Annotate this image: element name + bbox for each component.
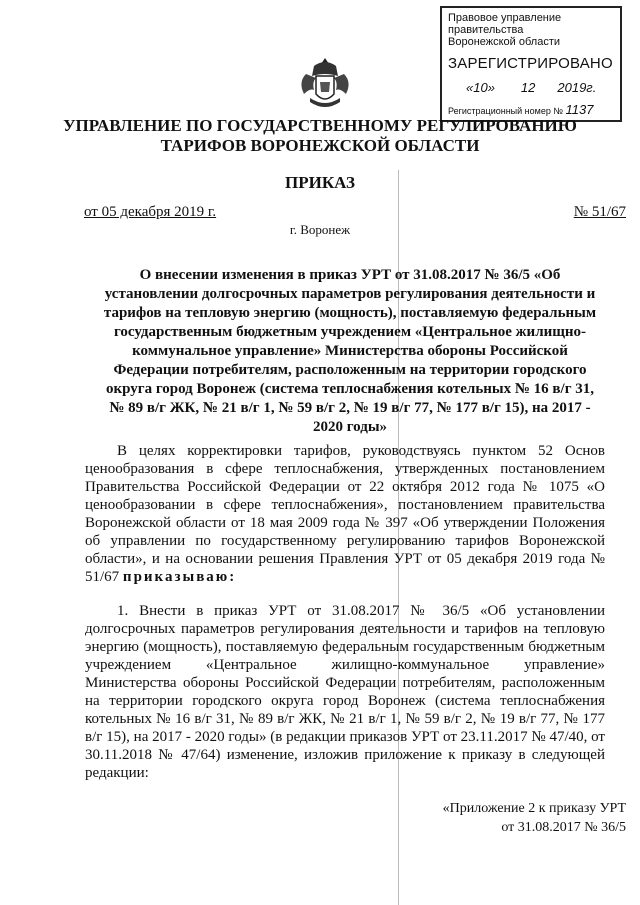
- order-command: приказываю:: [122, 569, 237, 585]
- stamp-org-line2: Воронежской области: [448, 36, 561, 48]
- coat-of-arms-icon: [296, 54, 354, 112]
- stamp-org-line1: Правовое управление правительства: [448, 12, 562, 36]
- stamp-date-year: 2019г.: [557, 80, 597, 95]
- stamp-status: ЗАРЕГИСТРИРОВАНО: [448, 55, 613, 72]
- document-number: № 51/67: [573, 204, 626, 220]
- document-type: ПРИКАЗ: [285, 173, 355, 192]
- stamp-date-month: 12: [520, 80, 536, 95]
- document-title: О внесении изменения в приказ УРТ от 31.08.2017 № 36/5 «Об установлении долгосрочных параметров регулирования деятельности и тарифов на тепловую энергию (мощность), поставляемую федеральным государственным бюджетным учреждением «Центральное жилищно-коммунальное управление» Министерства обороны Российской Федерации потребителям, расположенным на территории городского округа город Воронеж (система теплоснабжения котельных № 16 в/г 31, № 89 в/г ЖК, № 21 в/г 1, № 59 в/г 2, № 19 в/г 77, № 177 в/г 15), на 2017 - 2020 годы»: [103, 267, 597, 435]
- appendix-caption-line1: «Приложение 2 к приказу УРТ: [442, 801, 626, 816]
- document-date: от 05 декабря 2019 г.: [84, 204, 217, 220]
- registration-stamp: [440, 6, 622, 122]
- appendix-caption-line2: от 31.08.2017 № 36/5: [501, 820, 626, 835]
- preamble-text: В целях корректировки тарифов, руководствуясь пунктом 52 Основ ценообразования в сфере теплоснабжения, утвержденных постановлением Правительства Российской Федерации от 22 октября 2012 года № 1075 «О ценообразовании в сфере теплоснабжения», постановлением правительства Воронежской области от 18 мая 2009 года № 397 «Об утверждении Положения об управлении по государственному регулированию тарифов Воронежской области», и на основании решения Правления УРТ от 05 декабря 2019 года № 51/67: [85, 443, 605, 585]
- clause-1-paragraph: 1. Внести в приказ УРТ от 31.08.2017 № 36/5 «Об установлении долгосрочных параметров регулирования деятельности и тарифов на тепловую энергию (мощность), поставляемую федеральным государственным бюджетным учреждением «Центральное жилищно-коммунальное управление» Министерства обороны Российской Федерации потребителям, расположенным на территории городского округа город Воронеж (система теплоснабжения котельных № 16 в/г 31, № 89 в/г ЖК, № 21 в/г 1, № 59 в/г 2, № 19 в/г 77, № 177 в/г 15), на 2017 - 2020 годы» (в редакции приказов УРТ от 23.11.2017 № 47/40, от 30.11.2018 № 47/64) изменение, изложив приложение к приказу в следующей редакции:: [85, 603, 605, 781]
- stamp-date: [448, 82, 614, 94]
- stamp-reg-number: 1137: [565, 102, 594, 117]
- org-name-line1: УПРАВЛЕНИЕ ПО ГОСУДАРСТВЕННОМУ РЕГУЛИРОВАНИЮ: [63, 116, 577, 135]
- org-name-line2: ТАРИФОВ ВОРОНЕЖСКОЙ ОБЛАСТИ: [160, 136, 480, 155]
- preamble-paragraph: [85, 442, 605, 586]
- stamp-reg-label: Регистрационный номер №: [448, 106, 564, 116]
- document-city: г. Воронеж: [289, 222, 351, 237]
- stamp-date-day: «10»: [466, 80, 495, 95]
